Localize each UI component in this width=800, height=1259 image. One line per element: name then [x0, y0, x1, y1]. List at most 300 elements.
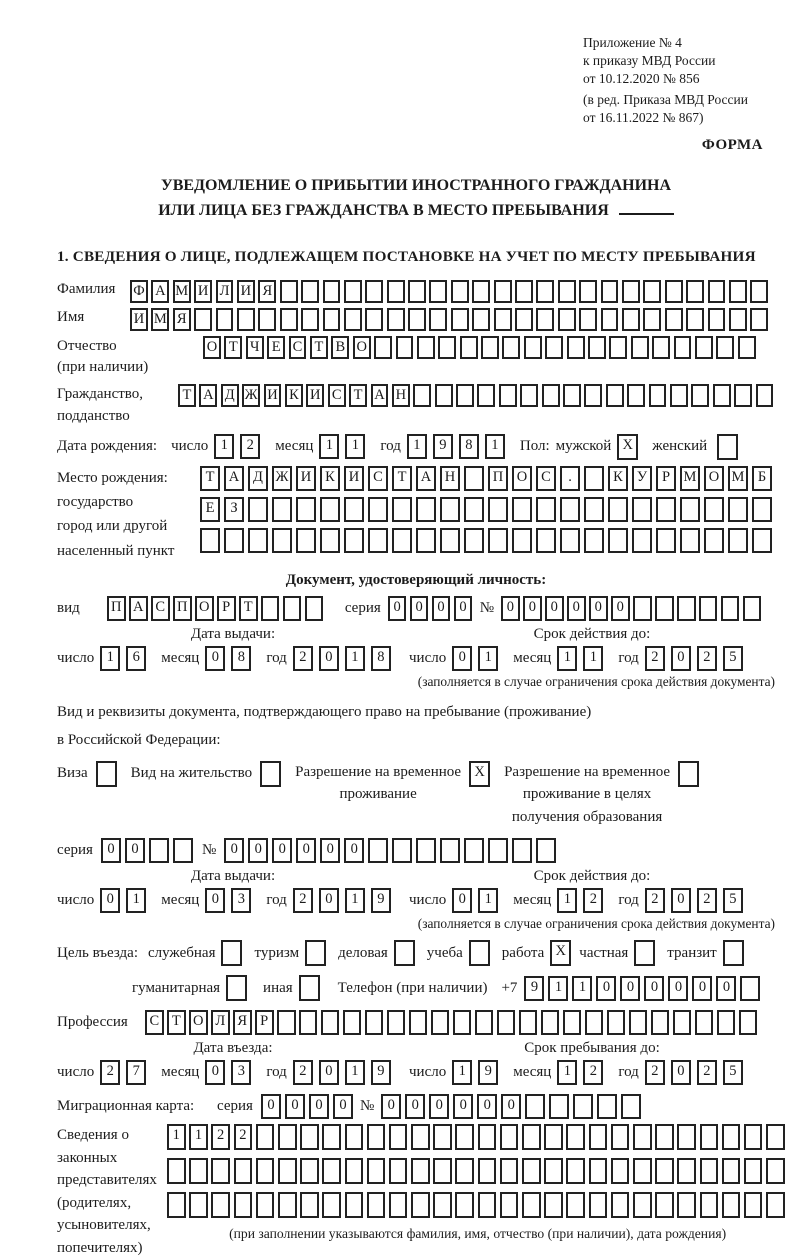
char-cell[interactable]: 1: [407, 434, 427, 459]
char-cell[interactable]: 2: [583, 1060, 603, 1085]
char-cell[interactable]: [632, 528, 652, 553]
char-cell[interactable]: 0: [410, 596, 429, 621]
char-cell[interactable]: [280, 280, 298, 303]
char-cell[interactable]: 2: [211, 1124, 230, 1150]
char-cell[interactable]: [766, 1158, 785, 1184]
char-cell[interactable]: [728, 528, 748, 553]
char-cell[interactable]: [629, 1010, 648, 1035]
char-cell[interactable]: [408, 280, 426, 303]
char-cell[interactable]: [387, 280, 405, 303]
char-cell[interactable]: 9: [371, 1060, 391, 1085]
char-cell[interactable]: [563, 384, 581, 407]
char-cell[interactable]: [237, 308, 255, 331]
char-cell[interactable]: [433, 1192, 452, 1218]
char-cell[interactable]: О: [195, 596, 214, 621]
char-cell[interactable]: [632, 497, 652, 522]
char-cell[interactable]: [566, 1124, 585, 1150]
char-cell[interactable]: [299, 975, 320, 1001]
char-cell[interactable]: З: [224, 497, 244, 522]
char-cell[interactable]: [544, 1124, 563, 1150]
char-cell[interactable]: А: [224, 466, 244, 491]
char-cell[interactable]: [655, 596, 674, 621]
char-cell[interactable]: М: [151, 308, 169, 331]
char-cell[interactable]: [536, 497, 556, 522]
char-cell[interactable]: [515, 280, 533, 303]
char-cell[interactable]: [494, 308, 512, 331]
char-cell[interactable]: 0: [567, 596, 586, 621]
char-cell[interactable]: [392, 528, 412, 553]
char-cell[interactable]: [738, 336, 756, 359]
char-cell[interactable]: 0: [671, 1060, 691, 1085]
char-cell[interactable]: [643, 280, 661, 303]
char-cell[interactable]: [488, 838, 508, 863]
char-cell[interactable]: 5: [723, 646, 743, 671]
char-cell[interactable]: [475, 1010, 494, 1035]
char-cell[interactable]: 1: [452, 1060, 472, 1085]
char-cell[interactable]: 0: [405, 1094, 425, 1119]
char-cell[interactable]: А: [151, 280, 169, 303]
char-cell[interactable]: [752, 528, 772, 553]
char-cell[interactable]: С: [145, 1010, 164, 1035]
char-cell[interactable]: Т: [178, 384, 196, 407]
char-cell[interactable]: [494, 280, 512, 303]
char-cell[interactable]: [652, 336, 670, 359]
char-cell[interactable]: [627, 384, 645, 407]
char-cell[interactable]: [322, 1158, 341, 1184]
char-cell[interactable]: [322, 1192, 341, 1218]
char-cell[interactable]: [655, 1158, 674, 1184]
char-cell[interactable]: У: [632, 466, 652, 491]
char-cell[interactable]: [413, 384, 431, 407]
char-cell[interactable]: [221, 940, 242, 966]
char-cell[interactable]: [536, 280, 554, 303]
char-cell[interactable]: [280, 308, 298, 331]
char-cell[interactable]: 1: [126, 888, 146, 913]
char-cell[interactable]: Ж: [242, 384, 260, 407]
char-cell[interactable]: 0: [716, 976, 736, 1001]
char-cell[interactable]: [396, 336, 414, 359]
char-cell[interactable]: [729, 308, 747, 331]
char-cell[interactable]: О: [189, 1010, 208, 1035]
char-cell[interactable]: С: [536, 466, 556, 491]
char-cell[interactable]: [300, 1158, 319, 1184]
char-cell[interactable]: [634, 940, 655, 966]
char-cell[interactable]: [673, 1010, 692, 1035]
char-cell[interactable]: 0: [429, 1094, 449, 1119]
char-cell[interactable]: [622, 280, 640, 303]
char-cell[interactable]: [464, 466, 484, 491]
char-cell[interactable]: [440, 528, 460, 553]
char-cell[interactable]: 1: [167, 1124, 186, 1150]
char-cell[interactable]: [621, 1094, 641, 1119]
char-cell[interactable]: 1: [100, 646, 120, 671]
char-cell[interactable]: [321, 1010, 340, 1035]
char-cell[interactable]: [211, 1158, 230, 1184]
char-cell[interactable]: [344, 280, 362, 303]
char-cell[interactable]: [256, 1124, 275, 1150]
char-cell[interactable]: [453, 1010, 472, 1035]
char-cell[interactable]: [416, 497, 436, 522]
char-cell[interactable]: 8: [459, 434, 479, 459]
char-cell[interactable]: [323, 280, 341, 303]
char-cell[interactable]: П: [107, 596, 126, 621]
char-cell[interactable]: [392, 838, 412, 863]
char-cell[interactable]: [497, 1010, 516, 1035]
char-cell[interactable]: Б: [752, 466, 772, 491]
char-cell[interactable]: [536, 838, 556, 863]
char-cell[interactable]: 1: [319, 434, 339, 459]
char-cell[interactable]: [633, 596, 652, 621]
char-cell[interactable]: [766, 1124, 785, 1150]
char-cell[interactable]: П: [173, 596, 192, 621]
char-cell[interactable]: [260, 761, 281, 787]
char-cell[interactable]: 1: [478, 888, 498, 913]
char-cell[interactable]: [433, 1158, 452, 1184]
char-cell[interactable]: [695, 1010, 714, 1035]
char-cell[interactable]: 2: [645, 1060, 665, 1085]
char-cell[interactable]: М: [680, 466, 700, 491]
char-cell[interactable]: 0: [296, 838, 316, 863]
char-cell[interactable]: 1: [214, 434, 234, 459]
char-cell[interactable]: 2: [234, 1124, 253, 1150]
char-cell[interactable]: [680, 497, 700, 522]
char-cell[interactable]: 8: [371, 646, 391, 671]
char-cell[interactable]: [226, 975, 247, 1001]
char-cell[interactable]: [734, 384, 752, 407]
char-cell[interactable]: [512, 838, 532, 863]
char-cell[interactable]: 0: [644, 976, 664, 1001]
char-cell[interactable]: [368, 838, 388, 863]
char-cell[interactable]: [560, 497, 580, 522]
char-cell[interactable]: [460, 336, 478, 359]
char-cell[interactable]: [194, 308, 212, 331]
char-cell[interactable]: [367, 1192, 386, 1218]
char-cell[interactable]: 0: [596, 976, 616, 1001]
char-cell[interactable]: К: [608, 466, 628, 491]
char-cell[interactable]: 2: [100, 1060, 120, 1085]
char-cell[interactable]: Т: [167, 1010, 186, 1035]
char-cell[interactable]: [417, 336, 435, 359]
char-cell[interactable]: Т: [224, 336, 242, 359]
char-cell[interactable]: [566, 1158, 585, 1184]
char-cell[interactable]: [522, 1192, 541, 1218]
char-cell[interactable]: [389, 1124, 408, 1150]
char-cell[interactable]: [515, 308, 533, 331]
char-cell[interactable]: 0: [261, 1094, 281, 1119]
char-cell[interactable]: П: [488, 466, 508, 491]
char-cell[interactable]: [607, 1010, 626, 1035]
char-cell[interactable]: Т: [239, 596, 258, 621]
char-cell[interactable]: [173, 838, 193, 863]
char-cell[interactable]: [744, 1192, 763, 1218]
char-cell[interactable]: [674, 336, 692, 359]
char-cell[interactable]: [320, 497, 340, 522]
char-cell[interactable]: [411, 1124, 430, 1150]
char-cell[interactable]: [585, 1010, 604, 1035]
char-cell[interactable]: 9: [371, 888, 391, 913]
char-cell[interactable]: 0: [671, 888, 691, 913]
char-cell[interactable]: [589, 1192, 608, 1218]
char-cell[interactable]: [677, 1158, 696, 1184]
char-cell[interactable]: [211, 1192, 230, 1218]
char-cell[interactable]: 2: [697, 646, 717, 671]
char-cell[interactable]: [322, 1124, 341, 1150]
char-cell[interactable]: [277, 1010, 296, 1035]
char-cell[interactable]: [723, 940, 744, 966]
char-cell[interactable]: [389, 1192, 408, 1218]
char-cell[interactable]: [584, 384, 602, 407]
char-cell[interactable]: 0: [319, 1060, 339, 1085]
char-cell[interactable]: .: [560, 466, 580, 491]
char-cell[interactable]: И: [194, 280, 212, 303]
char-cell[interactable]: [520, 384, 538, 407]
char-cell[interactable]: Н: [392, 384, 410, 407]
char-cell[interactable]: [456, 384, 474, 407]
char-cell[interactable]: [429, 308, 447, 331]
char-cell[interactable]: 0: [452, 888, 472, 913]
char-cell[interactable]: К: [285, 384, 303, 407]
char-cell[interactable]: [392, 497, 412, 522]
char-cell[interactable]: [455, 1158, 474, 1184]
char-cell[interactable]: А: [416, 466, 436, 491]
char-cell[interactable]: [541, 1010, 560, 1035]
char-cell[interactable]: [96, 761, 117, 787]
char-cell[interactable]: [700, 1124, 719, 1150]
char-cell[interactable]: [665, 308, 683, 331]
char-cell[interactable]: 0: [125, 838, 145, 863]
char-cell[interactable]: 0: [224, 838, 244, 863]
char-cell[interactable]: [216, 308, 234, 331]
char-cell[interactable]: 9: [478, 1060, 498, 1085]
char-cell[interactable]: 0: [545, 596, 564, 621]
char-cell[interactable]: [525, 1094, 545, 1119]
char-cell[interactable]: М: [728, 466, 748, 491]
char-cell[interactable]: [433, 1124, 452, 1150]
char-cell[interactable]: [643, 308, 661, 331]
char-cell[interactable]: [608, 528, 628, 553]
char-cell[interactable]: [655, 1124, 674, 1150]
char-cell[interactable]: 2: [293, 646, 313, 671]
char-cell[interactable]: [301, 308, 319, 331]
char-cell[interactable]: [344, 528, 364, 553]
char-cell[interactable]: [296, 528, 316, 553]
char-cell[interactable]: [631, 336, 649, 359]
char-cell[interactable]: [440, 497, 460, 522]
char-cell[interactable]: [750, 308, 768, 331]
char-cell[interactable]: А: [129, 596, 148, 621]
char-cell[interactable]: [409, 1010, 428, 1035]
char-cell[interactable]: [416, 838, 436, 863]
char-cell[interactable]: [365, 1010, 384, 1035]
char-cell[interactable]: [558, 280, 576, 303]
char-cell[interactable]: [704, 528, 724, 553]
char-cell[interactable]: [394, 940, 415, 966]
char-cell[interactable]: [365, 280, 383, 303]
char-cell[interactable]: 0: [692, 976, 712, 1001]
char-cell[interactable]: [584, 528, 604, 553]
char-cell[interactable]: С: [289, 336, 307, 359]
char-cell[interactable]: 9: [524, 976, 544, 1001]
char-cell[interactable]: [677, 1192, 696, 1218]
char-cell[interactable]: [686, 308, 704, 331]
char-cell[interactable]: [411, 1158, 430, 1184]
char-cell[interactable]: [670, 384, 688, 407]
char-cell[interactable]: 0: [205, 646, 225, 671]
char-cell[interactable]: 1: [345, 1060, 365, 1085]
char-cell[interactable]: [300, 1192, 319, 1218]
char-cell[interactable]: [296, 497, 316, 522]
char-cell[interactable]: [323, 308, 341, 331]
char-cell[interactable]: [512, 497, 532, 522]
char-cell[interactable]: 0: [320, 838, 340, 863]
char-cell[interactable]: Е: [267, 336, 285, 359]
char-cell[interactable]: [488, 528, 508, 553]
char-cell[interactable]: 0: [319, 888, 339, 913]
char-cell[interactable]: 1: [345, 646, 365, 671]
char-cell[interactable]: [622, 308, 640, 331]
char-cell[interactable]: [301, 280, 319, 303]
char-cell[interactable]: [524, 336, 542, 359]
char-cell[interactable]: [368, 528, 388, 553]
char-cell[interactable]: 1: [583, 646, 603, 671]
char-cell[interactable]: [584, 497, 604, 522]
char-cell[interactable]: 2: [240, 434, 260, 459]
char-cell[interactable]: [305, 940, 326, 966]
char-cell[interactable]: [272, 497, 292, 522]
char-cell[interactable]: [300, 1124, 319, 1150]
char-cell[interactable]: [464, 838, 484, 863]
char-cell[interactable]: [451, 280, 469, 303]
char-cell[interactable]: [488, 497, 508, 522]
char-cell[interactable]: [713, 384, 731, 407]
char-cell[interactable]: [278, 1158, 297, 1184]
char-cell[interactable]: 1: [572, 976, 592, 1001]
char-cell[interactable]: 0: [333, 1094, 353, 1119]
char-cell[interactable]: 1: [345, 888, 365, 913]
char-cell[interactable]: [440, 838, 460, 863]
char-cell[interactable]: [699, 596, 718, 621]
char-cell[interactable]: 1: [557, 1060, 577, 1085]
char-cell[interactable]: И: [264, 384, 282, 407]
char-cell[interactable]: 0: [248, 838, 268, 863]
char-cell[interactable]: 5: [723, 888, 743, 913]
char-cell[interactable]: [691, 384, 709, 407]
char-cell[interactable]: Т: [349, 384, 367, 407]
char-cell[interactable]: 0: [381, 1094, 401, 1119]
char-cell[interactable]: [752, 497, 772, 522]
char-cell[interactable]: А: [371, 384, 389, 407]
char-cell[interactable]: [519, 1010, 538, 1035]
char-cell[interactable]: 0: [319, 646, 339, 671]
char-cell[interactable]: 0: [671, 646, 691, 671]
char-cell[interactable]: [305, 596, 324, 621]
char-cell[interactable]: [455, 1192, 474, 1218]
char-cell[interactable]: 0: [668, 976, 688, 1001]
char-cell[interactable]: Т: [392, 466, 412, 491]
char-cell[interactable]: [558, 308, 576, 331]
char-cell[interactable]: 0: [523, 596, 542, 621]
char-cell[interactable]: 1: [345, 434, 365, 459]
char-cell[interactable]: 0: [477, 1094, 497, 1119]
char-cell[interactable]: 0: [309, 1094, 329, 1119]
char-cell[interactable]: [700, 1158, 719, 1184]
char-cell[interactable]: [234, 1158, 253, 1184]
char-cell[interactable]: Т: [310, 336, 328, 359]
char-cell[interactable]: [368, 497, 388, 522]
char-cell[interactable]: 0: [205, 888, 225, 913]
char-cell[interactable]: 1: [189, 1124, 208, 1150]
char-cell[interactable]: Л: [211, 1010, 230, 1035]
char-cell[interactable]: [429, 280, 447, 303]
char-cell[interactable]: [167, 1192, 186, 1218]
char-cell[interactable]: [438, 336, 456, 359]
char-cell[interactable]: С: [368, 466, 388, 491]
char-cell[interactable]: 2: [583, 888, 603, 913]
char-cell[interactable]: 2: [697, 888, 717, 913]
char-cell[interactable]: [743, 596, 762, 621]
char-cell[interactable]: [716, 336, 734, 359]
char-cell[interactable]: О: [512, 466, 532, 491]
char-cell[interactable]: [469, 940, 490, 966]
char-cell[interactable]: [704, 497, 724, 522]
char-cell[interactable]: О: [353, 336, 371, 359]
char-cell[interactable]: [256, 1192, 275, 1218]
char-cell[interactable]: [656, 528, 676, 553]
char-cell[interactable]: М: [173, 280, 191, 303]
char-cell[interactable]: X: [550, 940, 571, 966]
char-cell[interactable]: [522, 1158, 541, 1184]
char-cell[interactable]: [728, 497, 748, 522]
char-cell[interactable]: [167, 1158, 186, 1184]
char-cell[interactable]: 1: [478, 646, 498, 671]
char-cell[interactable]: [601, 280, 619, 303]
char-cell[interactable]: [729, 280, 747, 303]
char-cell[interactable]: 3: [231, 888, 251, 913]
char-cell[interactable]: 0: [100, 888, 120, 913]
char-cell[interactable]: [258, 308, 276, 331]
char-cell[interactable]: К: [320, 466, 340, 491]
char-cell[interactable]: И: [237, 280, 255, 303]
char-cell[interactable]: 0: [454, 596, 473, 621]
char-cell[interactable]: [717, 434, 738, 460]
char-cell[interactable]: [387, 308, 405, 331]
char-cell[interactable]: [633, 1158, 652, 1184]
char-cell[interactable]: [545, 336, 563, 359]
char-cell[interactable]: 0: [272, 838, 292, 863]
char-cell[interactable]: [472, 308, 490, 331]
char-cell[interactable]: [611, 1192, 630, 1218]
char-cell[interactable]: [567, 336, 585, 359]
char-cell[interactable]: 0: [388, 596, 407, 621]
char-cell[interactable]: 9: [433, 434, 453, 459]
char-cell[interactable]: 1: [485, 434, 505, 459]
char-cell[interactable]: А: [199, 384, 217, 407]
char-cell[interactable]: [700, 1192, 719, 1218]
char-cell[interactable]: [766, 1192, 785, 1218]
char-cell[interactable]: [189, 1158, 208, 1184]
char-cell[interactable]: [633, 1124, 652, 1150]
char-cell[interactable]: [451, 308, 469, 331]
char-cell[interactable]: [597, 1094, 617, 1119]
char-cell[interactable]: 3: [231, 1060, 251, 1085]
char-cell[interactable]: [256, 1158, 275, 1184]
char-cell[interactable]: [695, 336, 713, 359]
char-cell[interactable]: И: [130, 308, 148, 331]
char-cell[interactable]: [345, 1192, 364, 1218]
char-cell[interactable]: [560, 528, 580, 553]
char-cell[interactable]: [367, 1124, 386, 1150]
char-cell[interactable]: [500, 1158, 519, 1184]
